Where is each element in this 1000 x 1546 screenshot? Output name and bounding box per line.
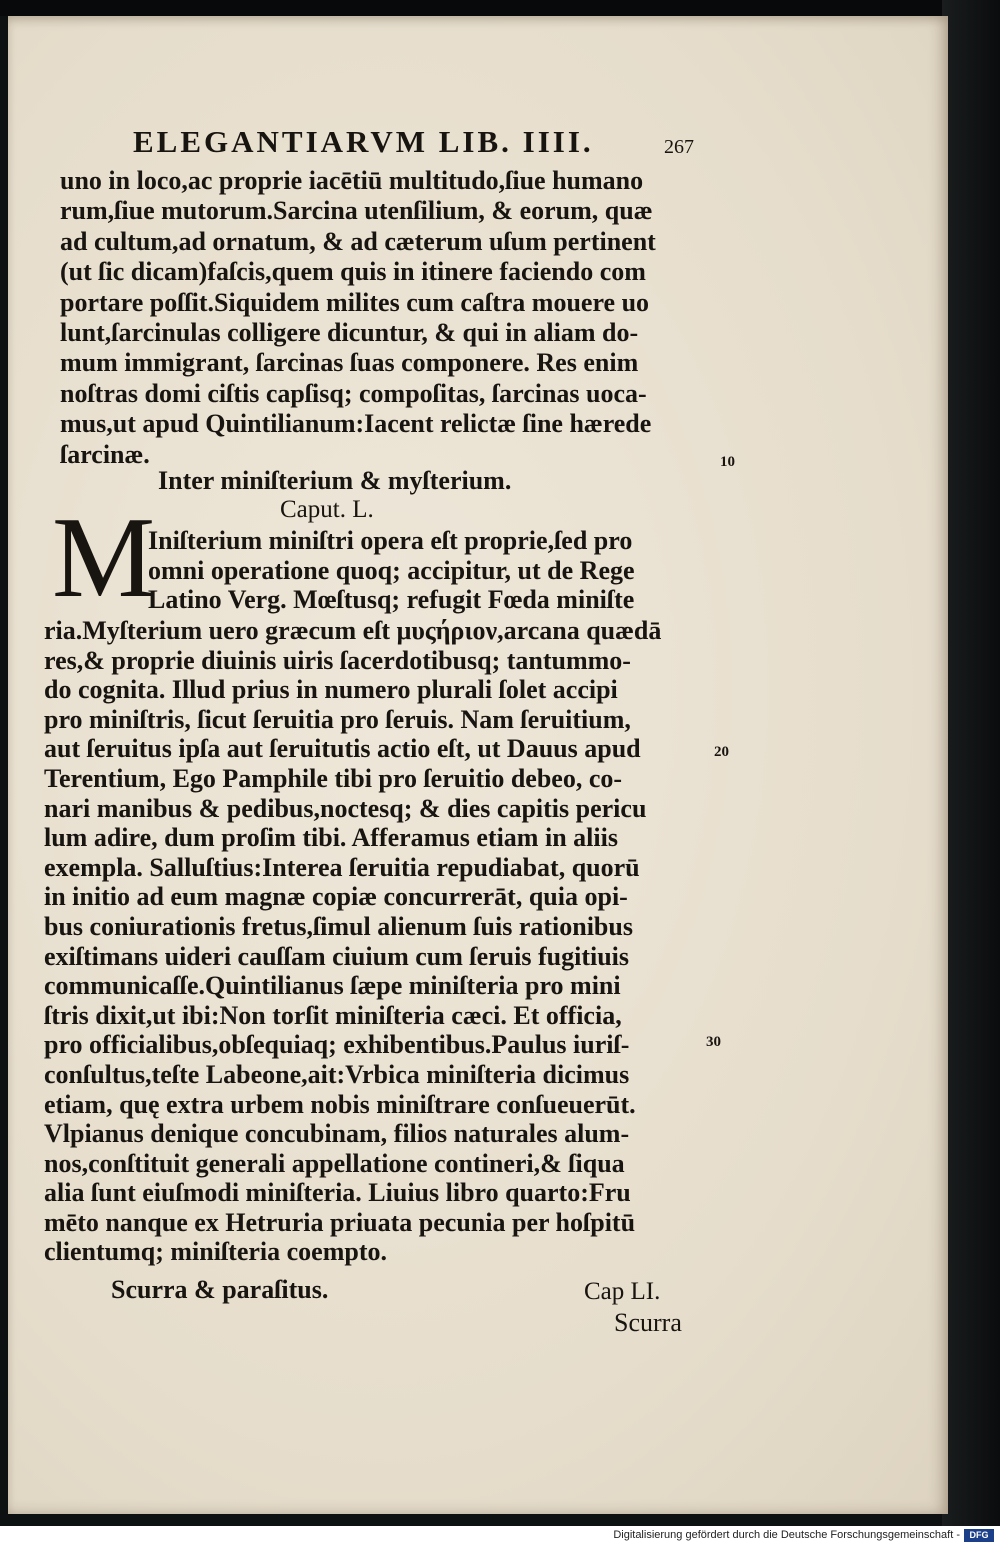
scan-top-edge <box>0 0 1000 16</box>
text-line: ſtris dixit,ut ibi:Non torſit miniſteria cæci. Et officia, <box>44 1000 622 1030</box>
top-paragraph <box>60 166 740 470</box>
text-line: clientumq; miniſteria coempto. <box>44 1237 387 1267</box>
next-chapter-title: Scurra & paraſitus. <box>111 1275 329 1304</box>
text-line: rum,ſiue mutorum.Sarcina utenſilium, & eorum, quæ <box>60 196 653 226</box>
text-line: etiam, quę extra urbem nobis miniſtrare conſueuerūt. <box>44 1089 636 1119</box>
text-line: noſtras domi ciſtis capſisq; compoſitas, ſarcinas uoca- <box>60 378 647 408</box>
margin-line-number: 20 <box>714 744 729 760</box>
text-line: do cognita. Illud prius in numero plurali ſolet accipi <box>44 675 618 705</box>
text-line: lunt,ſarcinulas colligere dicuntur, & qui in aliam do- <box>60 318 639 348</box>
text-line: (ut ſic dicam)faſcis,quem quis in itinere faciendo com <box>60 257 646 287</box>
text-line: communicaſſe.Quintilianus ſæpe miniſteria pro mini <box>44 971 621 1001</box>
text-line: aut ſeruitus ipſa aut ſeruitutis actio eſt, ut Dauus apud <box>44 734 641 764</box>
text-line: omni operatione quoq; accipitur, ut de Rege <box>148 555 635 585</box>
text-line: pro miniſtris, ſicut ſeruitia pro ſeruis. Nam ſeruitium, <box>44 704 631 734</box>
margin-line-number: 10 <box>720 454 735 470</box>
text-line: bus coniurationis fretus,ſimul alienum ſuis rationibus <box>44 911 633 941</box>
indented-lines <box>148 526 635 615</box>
text-line: portare poſſit.Siquidem milites cum caſtra mouere uo <box>60 287 650 317</box>
text-line: Terentium, Ego Pamphile tibi pro ſeruitio debeo, co- <box>44 763 623 793</box>
dfg-logo-icon: DFG <box>964 1529 994 1542</box>
text-line: ad cultum,ad ornatum, & ad cæterum uſum pertinent <box>60 226 656 256</box>
text-line: Vlpianus denique concubinam, filios naturales alum- <box>44 1119 630 1149</box>
next-chapter-caput: Cap LI. <box>584 1278 661 1305</box>
text-line: exempla. Salluſtius:Interea ſeruitia repudiabat, quorū <box>44 852 640 882</box>
text-line: Latino Verg. Mœſtusq; refugit Fœda miniſte <box>148 585 635 614</box>
text-line: conſultus,teſte Labeone,ait:Vrbica miniſteria dicimus <box>44 1059 630 1089</box>
text-line: nari manibus & pedibus,noctesq; & dies capitis pericu <box>44 793 647 823</box>
funding-credit: Digitalisierung gefördert durch die Deutsche Forschungsgemeinschaft - <box>613 1529 960 1541</box>
text-line: alia ſunt eiuſmodi miniſteria. Liuius libro quarto:Fru <box>44 1178 631 1208</box>
text-line: mum immigrant, ſarcinas ſuas componere. Res enim <box>60 348 639 378</box>
text-line: ſarcinæ. <box>60 439 150 469</box>
text-line: ria.Myſterium uero græcum eſt μυςήριον,arcana quædā <box>44 616 662 645</box>
chapter-title: Inter miniſterium & myſterium. <box>158 466 512 495</box>
margin-line-number: 30 <box>706 1034 721 1050</box>
catchword: Scurra <box>614 1308 682 1337</box>
scan-right-edge <box>942 0 1000 1526</box>
page-number: 267 <box>664 136 694 158</box>
text-line: nos,conſtituit generali appellatione contineri,& ſiqua <box>44 1148 625 1178</box>
running-head: ELEGANTIARVM LIB. IIII. <box>133 124 594 159</box>
text-line: Iniſterium miniſtri opera eſt proprie,ſed pro <box>148 526 633 555</box>
text-line: uno in loco,ac proprie iacētiū multitudo,ſiue humano <box>60 166 644 195</box>
text-line: lum adire, dum proſim tibi. Afferamus etiam in aliis <box>44 823 618 853</box>
text-line: res,& proprie diuinis uiris ſacerdotibusq; tantummo- <box>44 645 631 675</box>
text-line: exiſtimans uideri cauſſam ciuium cum ſeruis fugitiuis <box>44 941 630 971</box>
text-line: mus,ut apud Quintilianum:Iacent relictæ ſine hærede <box>60 409 652 439</box>
text-line: in initio ad eum magnæ copiæ concurrerāt, quia opi- <box>44 882 628 912</box>
footer-bar <box>0 1526 1000 1546</box>
text-line: pro officialibus,obſequiaq; exhibentibus.Paulus iuriſ- <box>44 1030 630 1060</box>
chapter-body <box>44 616 661 1267</box>
chapter-number: Caput. L. <box>280 496 374 523</box>
drop-cap: M <box>52 494 156 622</box>
book-page <box>8 16 948 1514</box>
text-line: mēto nanque ex Hetruria priuata pecunia per hoſpitū <box>44 1207 636 1237</box>
